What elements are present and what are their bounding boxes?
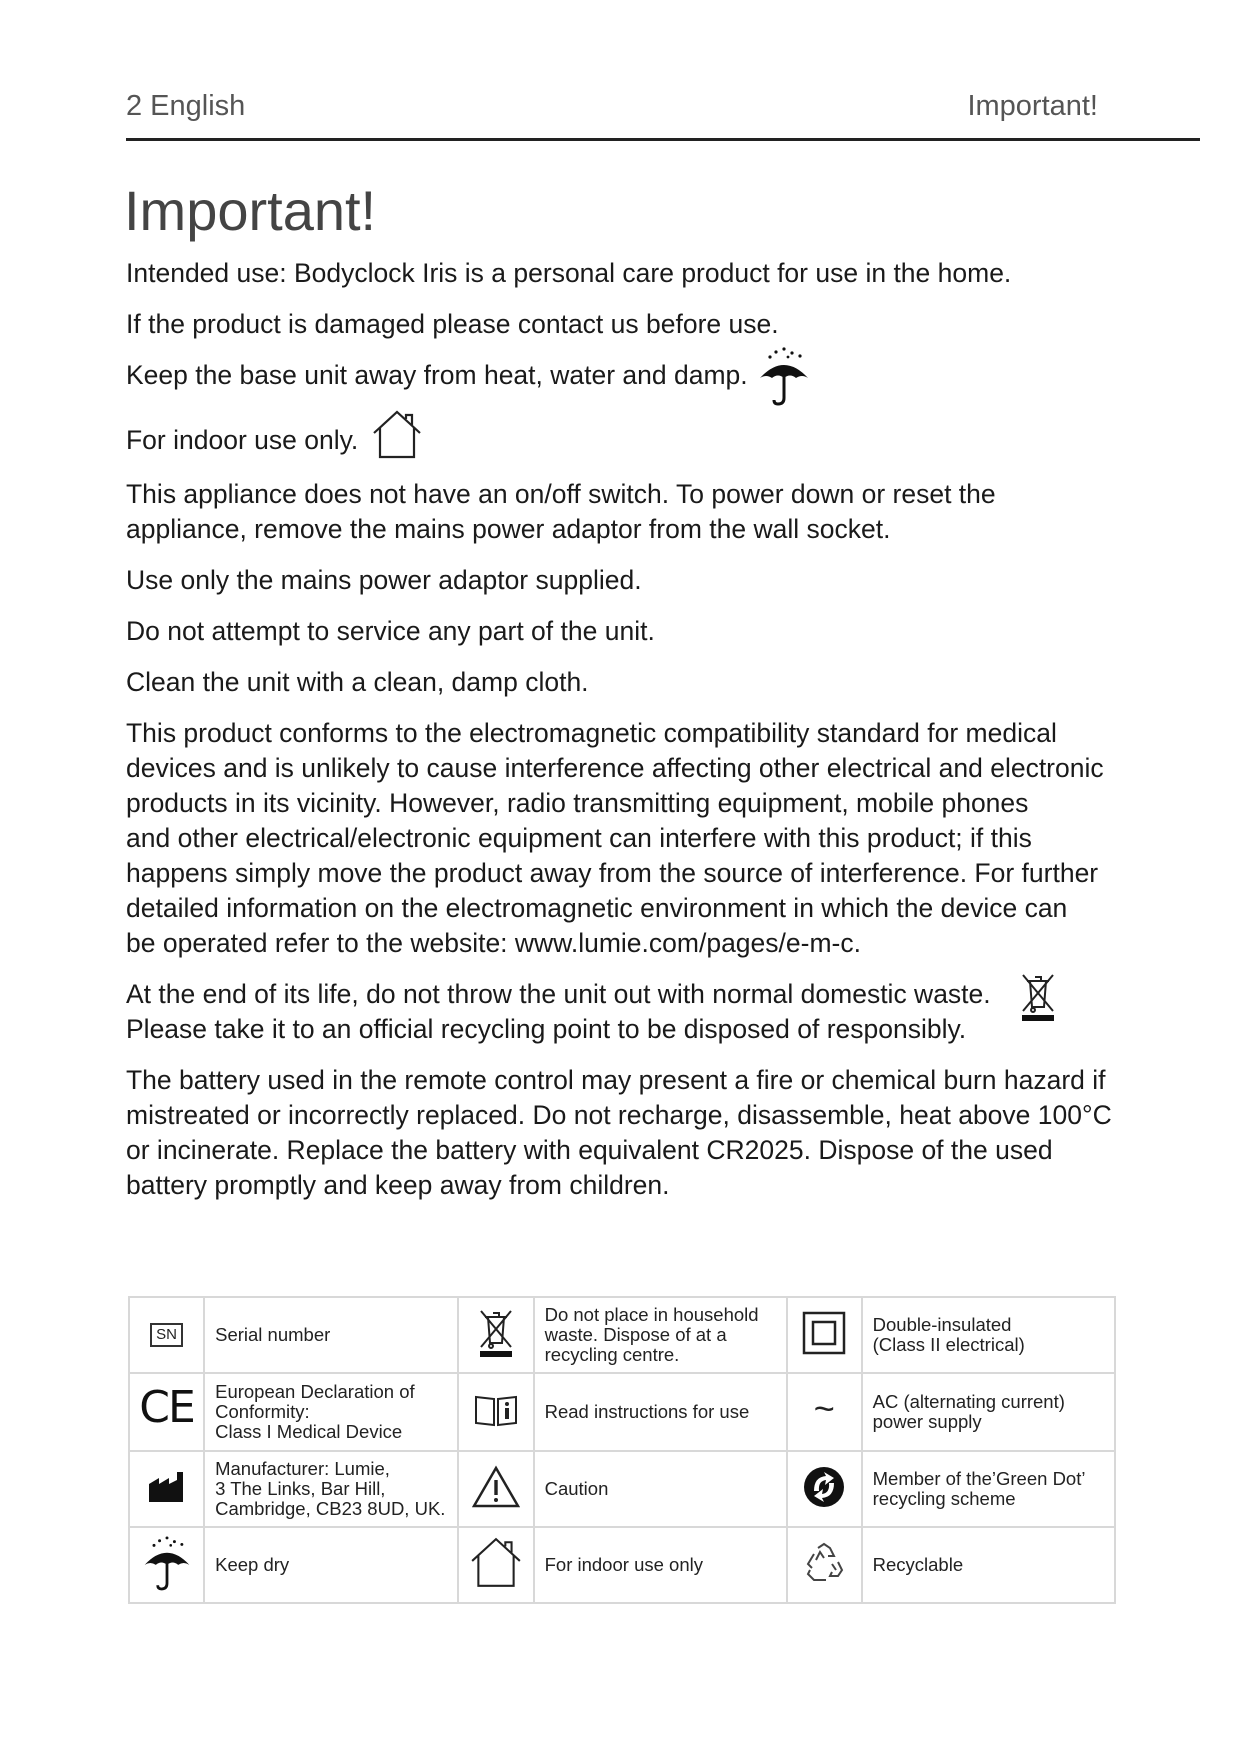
emc-line-3: products in its vicinity. However, radio transmitting equipment, mobile phones — [126, 788, 1029, 818]
symbol-cell — [458, 1297, 533, 1373]
double-insulated-icon — [802, 1311, 846, 1355]
emc-line-7: be operated refer to the website: www.lumie.com/pages/e-m-c. — [126, 928, 861, 958]
section-name: Important! — [967, 90, 1098, 122]
keep-dry-label: Keep dry — [204, 1527, 458, 1603]
battery-line-1: The battery used in the remote control may present a fire or chemical burn hazard if — [126, 1065, 1106, 1095]
symbols-table — [128, 1296, 1116, 1604]
manufacturer-line-2: 3 The Links, Bar Hill, — [215, 1478, 386, 1499]
emc-line-2: devices and is unlikely to cause interference affecting other electrical and electronic — [126, 753, 1104, 783]
battery-paragraph — [126, 1063, 1126, 1203]
green-dot-label — [862, 1451, 1115, 1527]
ce-line-3: Class I Medical Device — [215, 1421, 403, 1442]
household-waste-label: Do not place in household waste. Dispose of at a recycling centre. — [534, 1297, 787, 1373]
symbol-cell — [129, 1297, 204, 1373]
table-row — [129, 1297, 1115, 1373]
symbol-cell — [787, 1373, 862, 1451]
caution-label: Caution — [534, 1451, 787, 1527]
green-dot-line-2: recycling scheme — [872, 1488, 1016, 1509]
body-text — [126, 256, 1126, 1219]
symbol-cell — [129, 1451, 204, 1527]
ce-declaration-label — [204, 1373, 458, 1451]
recyclable-label: Recyclable — [862, 1527, 1115, 1603]
page-number-language: 2 English — [126, 90, 246, 122]
manufacturer-line-1: Manufacturer: Lumie, — [215, 1458, 390, 1479]
ac-line-2: power supply — [872, 1411, 982, 1432]
double-insulated-label — [862, 1297, 1115, 1373]
page-header — [126, 90, 1200, 142]
ac-line-1: AC (alternating current) — [872, 1391, 1065, 1412]
symbol-cell — [458, 1451, 533, 1527]
green-dot-line-1: Member of the’Green Dot’ — [872, 1468, 1086, 1489]
ce-line-2: Conformity: — [215, 1401, 310, 1422]
symbol-cell — [129, 1527, 204, 1603]
manufacturer-line-3: Cambridge, CB23 8UD, UK. — [215, 1498, 446, 1519]
caution-triangle-icon — [472, 1465, 520, 1509]
house-icon — [468, 1536, 524, 1590]
disposal-line-1: At the end of its life, do not throw the unit out with normal domestic waste. — [126, 979, 991, 1009]
adaptor-paragraph: Use only the mains power adaptor supplied. — [126, 565, 642, 595]
manufacturer-factory-icon — [147, 1470, 187, 1504]
cleaning-paragraph: Clean the unit with a clean, damp cloth. — [126, 667, 589, 697]
emc-line-5: happens simply move the product away from the source of interference. For further — [126, 858, 1099, 888]
emc-line-1: This product conforms to the electromagnetic compatibility standard for medical — [126, 718, 1057, 748]
indoor-use-paragraph — [126, 409, 1126, 461]
power-switch-line-2: appliance, remove the mains power adaptor from the wall socket. — [126, 514, 891, 544]
disposal-paragraph — [126, 977, 1126, 1047]
umbrella-icon — [141, 1533, 193, 1593]
umbrella-icon — [756, 346, 812, 406]
intended-use-paragraph: Intended use: Bodyclock Iris is a personal care product for use in the home. — [126, 258, 1012, 288]
double-insulated-line-1: Double-insulated — [872, 1314, 1012, 1335]
disposal-line-2: Please take it to an official recycling point to be disposed of responsibly. — [126, 1014, 967, 1044]
keep-dry-paragraph — [126, 358, 1126, 393]
table-row — [129, 1527, 1115, 1603]
manufacturer-label — [204, 1451, 458, 1527]
power-switch-line-1: This appliance does not have an on/off switch. To power down or reset the — [126, 479, 996, 509]
green-dot-icon — [802, 1465, 846, 1509]
symbol-cell — [787, 1527, 862, 1603]
recycle-icon — [802, 1542, 846, 1584]
ce-line-1: European Declaration of — [215, 1381, 415, 1402]
service-paragraph: Do not attempt to service any part of the unit. — [126, 616, 655, 646]
read-instructions-label: Read instructions for use — [534, 1373, 787, 1451]
double-insulated-line-2: (Class II electrical) — [872, 1334, 1025, 1355]
table-row — [129, 1451, 1115, 1527]
serial-number-label: Serial number — [204, 1297, 458, 1373]
emc-paragraph — [126, 716, 1126, 961]
ac-tilde-icon: ~ — [813, 1388, 835, 1429]
crossed-bin-icon — [1018, 971, 1058, 1023]
symbol-cell — [458, 1527, 533, 1603]
crossed-bin-icon — [476, 1306, 516, 1360]
damage-paragraph: If the product is damaged please contact us before use. — [126, 309, 779, 339]
battery-line-3: or incinerate. Replace the battery with equivalent CR2025. Dispose of the used — [126, 1135, 1053, 1165]
house-icon — [370, 409, 424, 461]
header-rule — [126, 138, 1200, 141]
emc-line-4: and other electrical/electronic equipment can interfere with this product; if this — [126, 823, 1032, 853]
power-switch-paragraph — [126, 477, 1126, 547]
ce-mark-icon: CE — [139, 1382, 194, 1433]
symbol-cell — [458, 1373, 533, 1451]
keep-dry-text: Keep the base unit away from heat, water and damp. — [126, 360, 748, 390]
table-row — [129, 1373, 1115, 1451]
read-instructions-icon — [474, 1393, 518, 1427]
indoor-use-text: For indoor use only. — [126, 425, 359, 455]
symbol-cell — [787, 1451, 862, 1527]
ac-supply-label — [862, 1373, 1115, 1451]
indoor-use-label: For indoor use only — [534, 1527, 787, 1603]
battery-line-4: battery promptly and keep away from children. — [126, 1170, 670, 1200]
symbol-cell — [787, 1297, 862, 1373]
emc-line-6: detailed information on the electromagnetic environment in which the device can — [126, 893, 1068, 923]
battery-line-2: mistreated or incorrectly replaced. Do not recharge, disassemble, heat above 100°C — [126, 1100, 1112, 1130]
page-title: Important! — [124, 179, 377, 242]
serial-number-icon: SN — [150, 1323, 183, 1347]
symbol-cell — [129, 1373, 204, 1451]
